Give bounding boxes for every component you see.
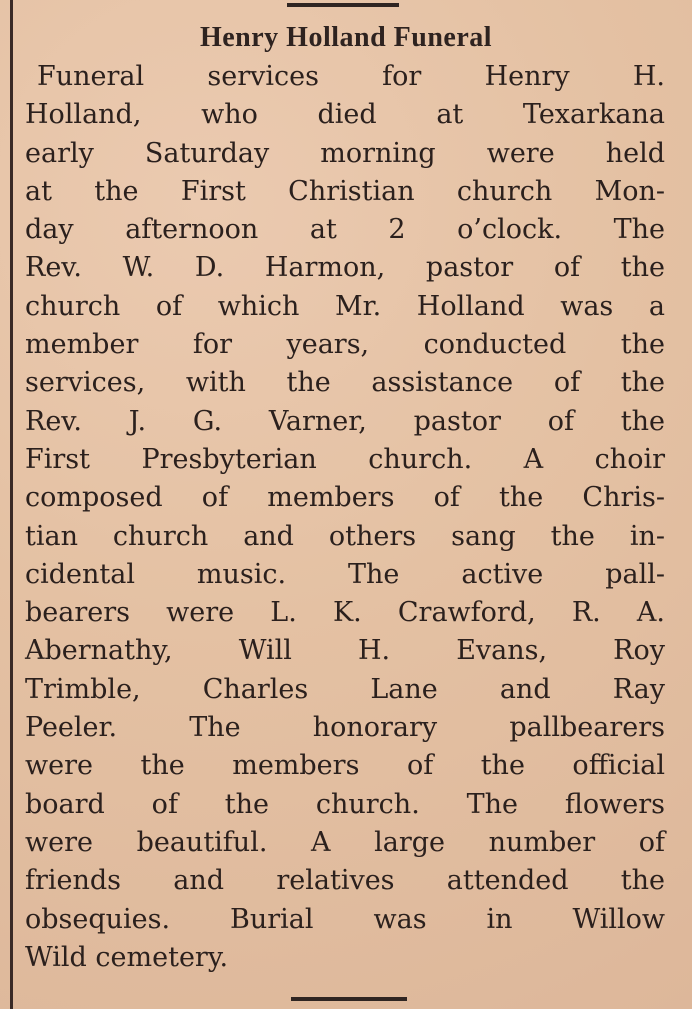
article-line: friends and relatives attended the — [25, 865, 665, 897]
article-line: day afternoon at 2 o’clock. The — [25, 214, 665, 246]
article-line: Wild cemetery. — [25, 941, 229, 973]
article-line: were the members of the official — [25, 750, 665, 782]
article-line: cidental music. The active pall- — [25, 558, 665, 590]
column-rule-left — [10, 0, 13, 1009]
bottom-divider-rule — [291, 997, 407, 1001]
article-body — [25, 58, 665, 977]
article-line: tian church and others sang the in- — [25, 520, 665, 552]
article-line: bearers were L. K. Crawford, R. A. — [25, 597, 665, 629]
article-line: composed of members of the Chris- — [25, 482, 665, 514]
article-line: member for years, conducted the — [25, 329, 665, 361]
article-line: board of the church. The flowers — [25, 788, 665, 820]
article-line: Funeral services for Henry H. — [37, 61, 665, 92]
article-line: Rev. J. G. Varner, pastor of the — [25, 405, 665, 437]
article-line: Rev. W. D. Harmon, pastor of the — [25, 252, 665, 284]
article-line: at the First Christian church Mon- — [25, 175, 665, 207]
top-divider-rule — [287, 3, 399, 7]
article-line: Trimble, Charles Lane and Ray — [25, 673, 665, 705]
article-headline: Henry Holland Funeral — [199, 22, 493, 53]
article-line: First Presbyterian church. A choir — [25, 443, 665, 475]
article-line: Abernathy, Will H. Evans, Roy — [25, 635, 665, 667]
article-line: church of which Mr. Holland was a — [25, 290, 665, 322]
article-line: early Saturday morning were held — [25, 137, 665, 169]
article-line: were beautiful. A large number of — [25, 826, 665, 858]
article-line: services, with the assistance of the — [25, 367, 665, 399]
article-line: Holland, who died at Texarkana — [25, 99, 665, 131]
article-line: Peeler. The honorary pallbearers — [25, 712, 665, 744]
article-line: obsequies. Burial was in Willow — [25, 903, 665, 935]
